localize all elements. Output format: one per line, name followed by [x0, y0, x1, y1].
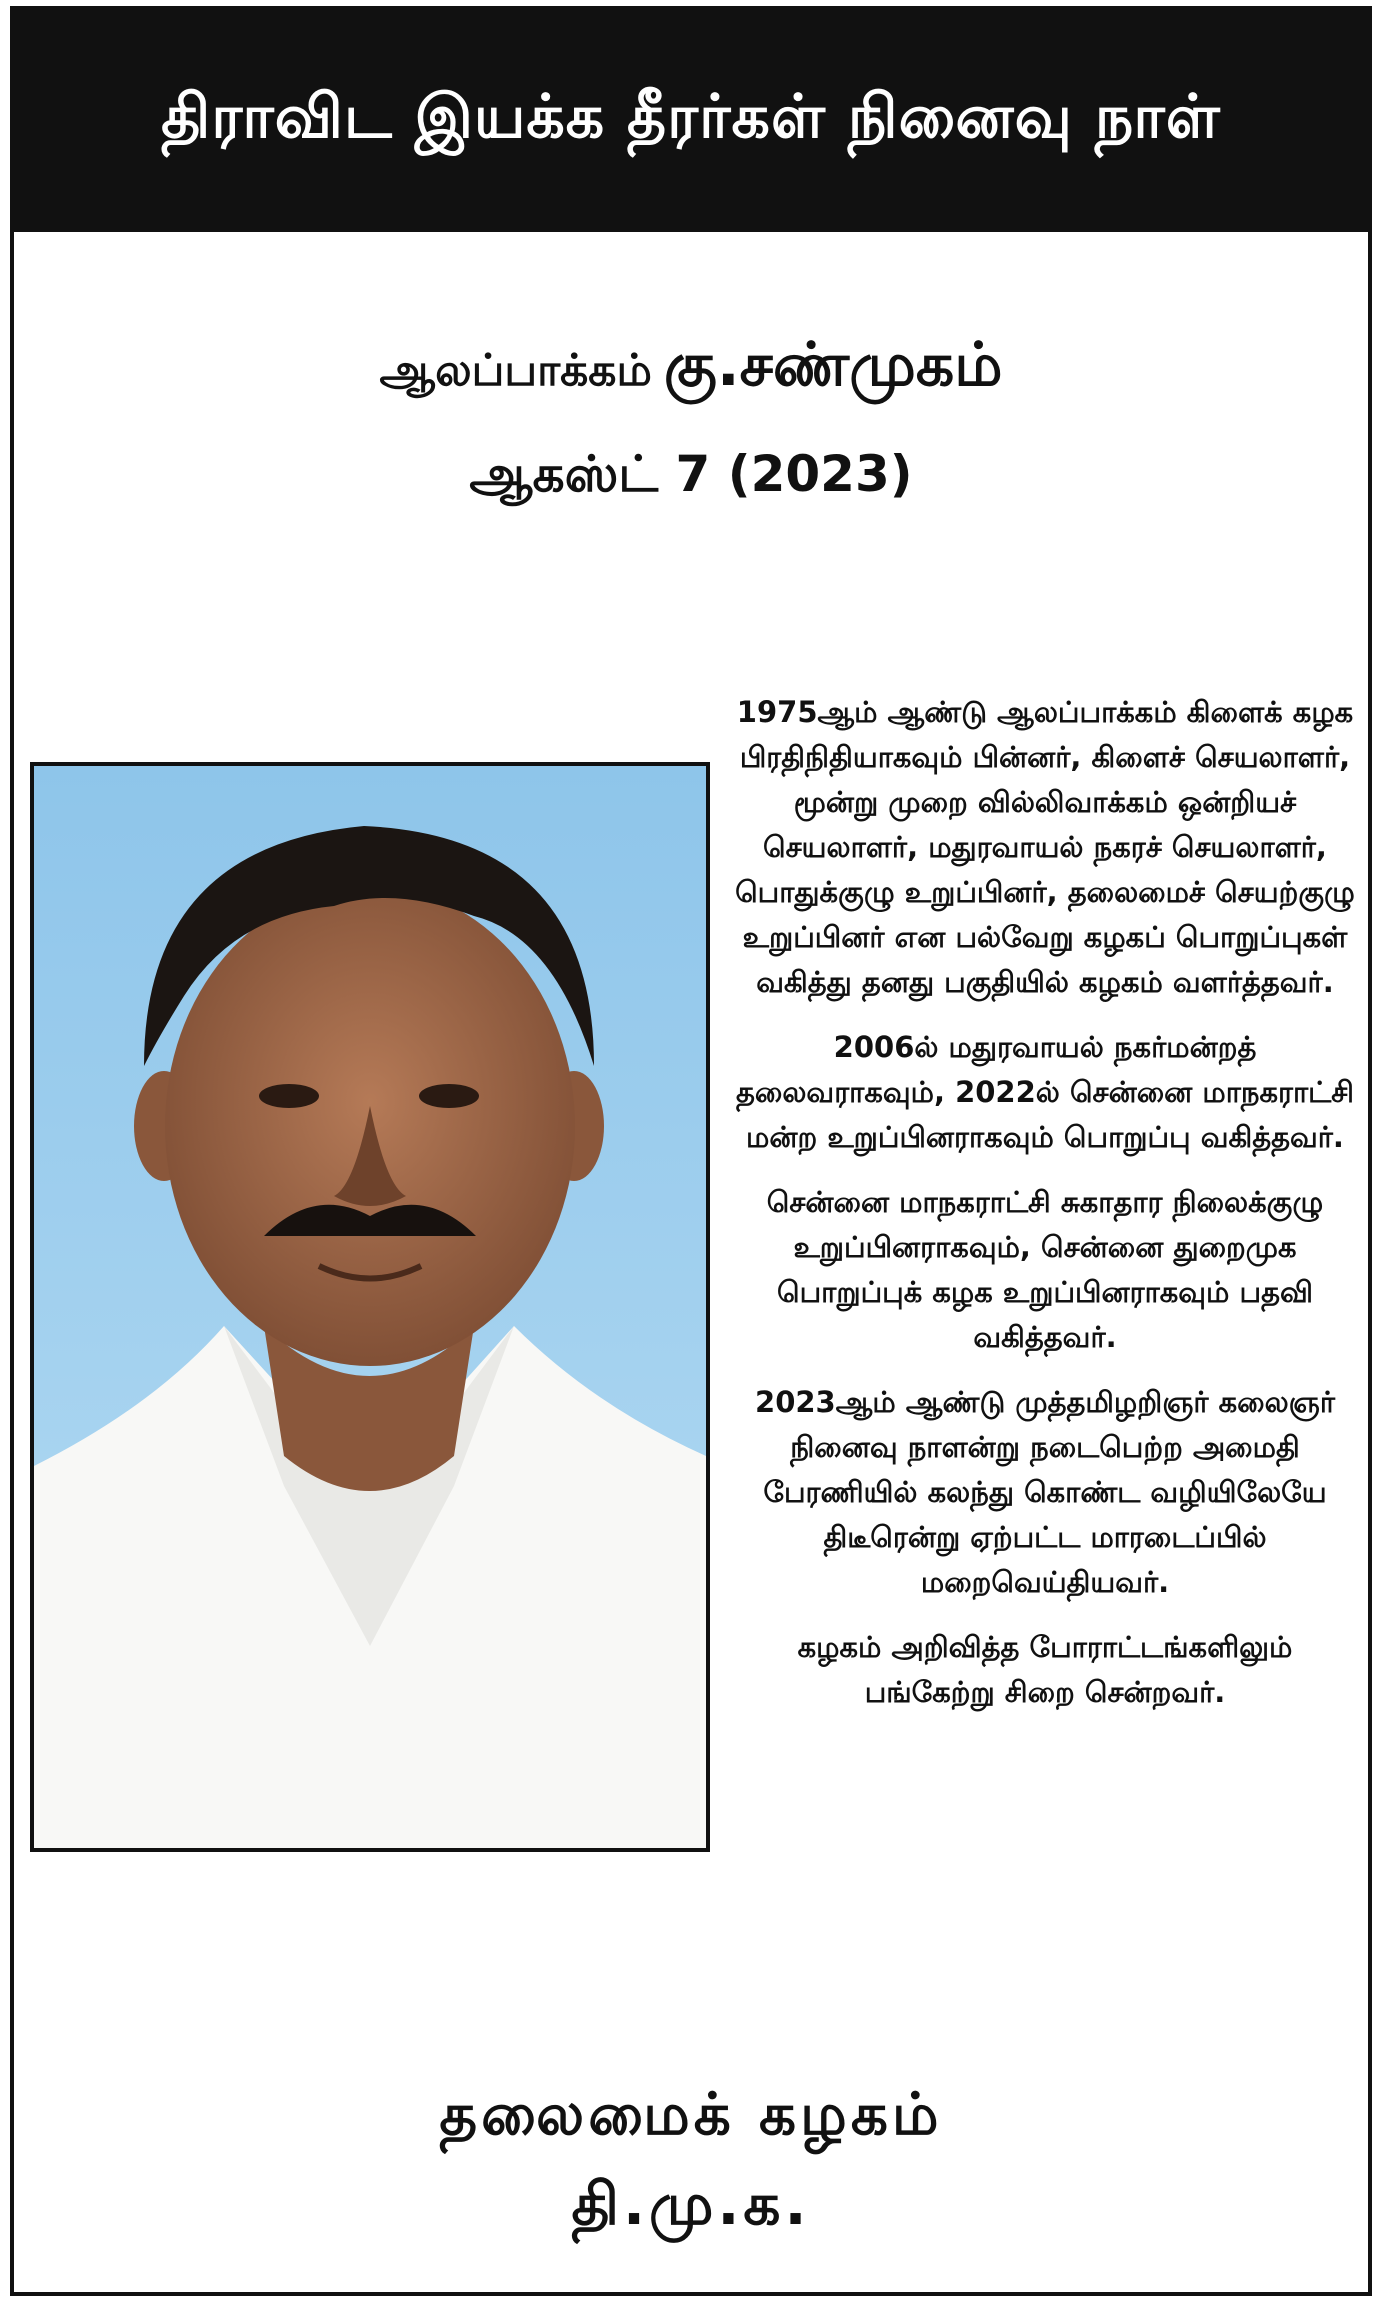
- banner-title: திராவிட இயக்க தீரர்கள் நினைவு நாள்: [161, 82, 1221, 152]
- person-name-line: [0, 330, 1382, 408]
- portrait-photo: [30, 762, 710, 1852]
- bio-paragraph: சென்னை மாநகராட்சி சுகாதார நிலைக்குழு உறுப்பினராகவும், சென்னை துறைமுக பொறுப்புக் கழக உறுப்பினராகவும் பதவி வகித்தவர்.: [766, 1185, 1324, 1354]
- person-name: கு.சண்முகம்: [663, 330, 1003, 400]
- bio-paragraph: கழகம் அறிவித்த போராட்டங்களிலும் பங்கேற்று சிறை சென்றவர்.: [797, 1630, 1293, 1709]
- bio-paragraph: 1975ஆம் ஆண்டு ஆலப்பாக்கம் கிளைக் கழக பிரதிநிதியாகவும் பின்னர், கிளைச் செயலாளர், மூன்று முறை வில்லிவாக்கம் ஒன்றியச் செயலாளர், மதுரவாயல் நகரச் செயலாளர், பொதுக்குழு உறுப்பினர், தலைமைச் செயற்குழு உறுப்பினர் என பல்வேறு கழகப் பொறுப்புகள் வகித்து தனது பகுதியில் கழகம் வளர்த்தவர்.: [735, 695, 1355, 999]
- footer-organization: தலைமைக் கழகம்: [439, 2080, 943, 2148]
- memorial-date: ஆகஸ்ட் 7 (2023): [469, 445, 913, 503]
- biography: [735, 690, 1355, 1735]
- header-banner: [14, 10, 1368, 232]
- portrait-illustration: [34, 766, 706, 1848]
- person-place: ஆலப்பாக்கம்: [379, 345, 652, 396]
- bio-paragraph: 2006ல் மதுரவாயல் நகர்மன்றத் தலைவராகவும், 2022ல் சென்னை மாநகராட்சி மன்ற உறுப்பினராகவும் பொறுப்பு வகித்தவர்.: [736, 1030, 1354, 1154]
- footer-party: தி.மு.க.: [571, 2170, 811, 2238]
- bio-paragraph: 2023ஆம் ஆண்டு முத்தமிழறிஞர் கலைஞர் நினைவு நாளன்று நடைபெற்ற அமைதி பேரணியில் கலந்து கொண்ட வழியிலேயே திடீரென்று ஏற்பட்ட மாரடைப்பில் மறைவெய்தியவர்.: [755, 1385, 1335, 1599]
